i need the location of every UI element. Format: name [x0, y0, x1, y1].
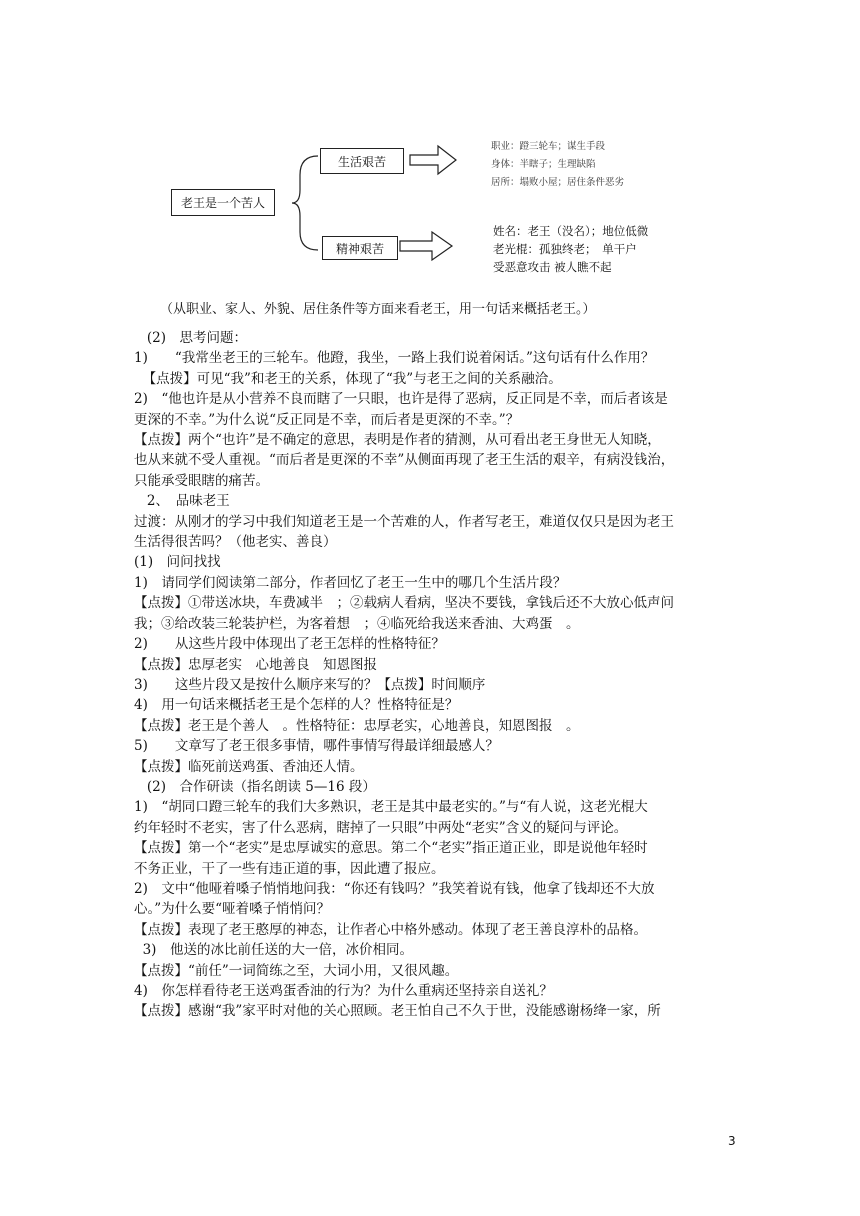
body-text: [134, 328, 734, 1022]
root-box: 老王是一个苦人: [171, 189, 275, 216]
text-line: 【点拨】可见“我”和老王的关系，体现了“我”与老王之间的关系融洽。: [134, 370, 562, 387]
text-line: 【点拨】“前任”一词简练之至，大词小用，又很风趣。: [134, 962, 459, 979]
text-line: 2) 文中“他哑着嗓子悄悄地问我：“你还有钱吗？”我笑着说有钱，他拿了钱却还不大放: [134, 880, 655, 897]
text-line: 4) 用一句话来概括老王是个怎样的人？性格特征是？: [134, 697, 459, 714]
life-hardship-box: 生活艰苦: [320, 148, 404, 174]
arrow-right-bottom: [400, 232, 452, 260]
arrow-right-top: [410, 146, 456, 174]
text-line: 【点拨】感谢“我”家平时对他的关心照顾。老王怕自己不久于世，没能感谢杨绛一家，所: [134, 1003, 661, 1020]
text-line: 更深的不幸。”为什么说“反正同是不幸，而后者是更深的不幸。”？: [134, 411, 520, 428]
page-number: 3: [728, 1134, 736, 1148]
text-line: 生活得很苦吗？（他老实、善良）: [134, 534, 337, 551]
text-line: 1) “胡同口蹬三轮车的我们大多熟识，老王是其中最老实的。”与“有人说，这老光棍大: [134, 799, 648, 816]
text-line: 3) 这些片段又是按什么顺序来写的？【点拨】时间顺序: [134, 676, 486, 693]
text-line: 心。”为什么要“哑着嗓子悄悄问？: [134, 901, 331, 918]
text-line: 【点拨】忠厚老实 心地善良 知恩图报: [134, 656, 377, 673]
spirit-hardship-box: 精神艰苦: [322, 236, 398, 260]
brace: [292, 156, 318, 250]
text-line: 【点拨】老王是个善人 。性格特征：忠厚老实，心地善良，知恩图报 。: [134, 717, 580, 734]
text-line: 【点拨】临死前送鸡蛋、香油还人情。: [134, 758, 364, 775]
text-line: 1) 请同学们阅读第二部分，作者回忆了老王一生中的哪几个生活片段？: [134, 574, 567, 591]
text-line: 【点拨】①带送冰块，车费减半 ；②载病人看病，坚决不要钱，拿钱后还不大放心低声问: [134, 595, 674, 612]
text-line: (2) 思考问题：: [134, 330, 247, 346]
detail-name: 姓名：老王（没名）；地位低微: [493, 224, 649, 238]
diagram-lines: [0, 0, 860, 300]
detail-occupation: 职业：蹬三轮车；谋生手段: [491, 141, 606, 152]
text-line: 也从来就不受人重视。“而后者是更深的不幸”从侧面再现了老王生活的艰辛，有病没钱治，: [134, 452, 675, 469]
text-line: 1) “我常坐老王的三轮车。他蹬，我坐，一路上我们说着闲话。”这句话有什么作用？: [134, 350, 655, 367]
text-line: 2、 品味老王: [134, 493, 230, 510]
text-line: 【点拨】第一个“老实”是忠厚诚实的意思。第二个“老实”指正道正业，即是说他年轻时: [134, 840, 648, 857]
detail-residence: 居所：塌败小屋；居住条件恶劣: [491, 177, 625, 188]
concept-diagram: [0, 0, 860, 300]
text-line: 2) “他也许是从小营养不良而瞎了一只眼，也许是得了恶病，反正同是不幸，而后者该是: [134, 391, 668, 408]
text-line: 5) 文章写了老王很多事情，哪件事情写得最详细最感人？: [134, 738, 499, 755]
text-line: 我；③给改装三轮装护栏，为客着想 ；④临死给我送来香油、大鸡蛋 。: [134, 615, 580, 632]
text-line: (1) 问问找找: [134, 554, 221, 571]
text-line: 【点拨】两个“也许”是不确定的意思，表明是作者的猜测，从可看出老王身世无人知晓，: [134, 432, 661, 449]
text-line: 过渡：从刚才的学习中我们知道老王是一个苦难的人，作者写老王，难道仅仅只是因为老王: [134, 513, 674, 530]
text-line: 3) 他送的冰比前任送的大一倍，冰价相同。: [134, 942, 413, 959]
text-line: 4) 你怎样看待老王送鸡蛋香油的行为？为什么重病还坚持亲自送礼？: [134, 983, 553, 999]
diagram-caption: （从职业、家人、外貌、居住条件等方面来看老王，用一句话来概括老王。）: [160, 302, 596, 317]
text-line: 不务正业，干了一些有违正道的事，因此遭了报应。: [134, 860, 445, 877]
text-line: 2) 从这些片段中体现出了老王怎样的性格特征？: [134, 636, 445, 653]
text-line: 约年轻时不老实，害了什么恶病，瞎掉了一只眼”中两处“老实”含义的疑问与评论。: [134, 819, 628, 836]
detail-bachelor: 老光棍：孤独终老； 单干户: [493, 242, 637, 256]
text-line: (2) 合作研读（指名朗读 5—16 段）: [134, 778, 376, 795]
text-line: 【点拨】表现了老王憨厚的神态，让作者心中格外感动。体现了老王善良淳朴的品格。: [134, 921, 647, 938]
detail-attacked: 受恶意攻击 被人瞧不起: [493, 260, 612, 274]
detail-body: 身体：半瞎子；生理缺陷: [491, 159, 596, 170]
text-line: 只能承受眼瞎的痛苦。: [134, 472, 269, 489]
